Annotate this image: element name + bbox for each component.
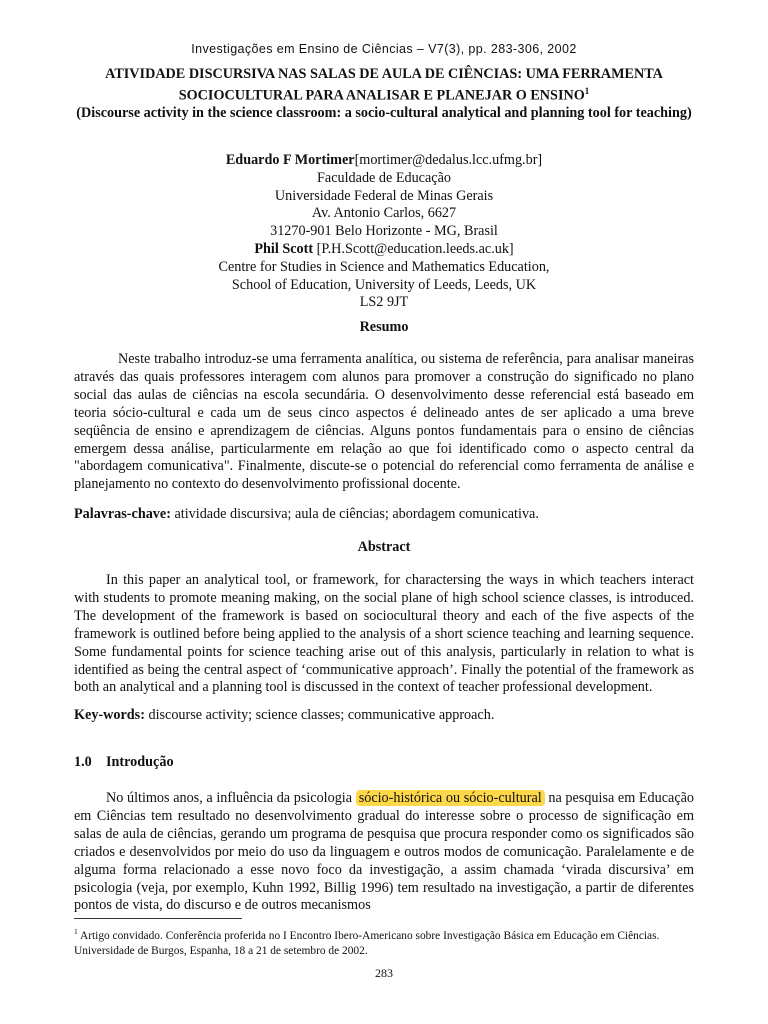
- resumo-keywords: [74, 506, 694, 524]
- title-line-1: ATIVIDADE DISCURSIVA NAS SALAS DE AULA DE CIÊNCIAS: UMA FERRAMENTA: [105, 66, 663, 82]
- author2-email: [P.H.Scott@education.leeds.ac.uk]: [316, 240, 514, 257]
- author1-affiliation-1: Faculdade de Educação: [317, 169, 451, 186]
- resumo-keywords-text: atividade discursiva; aula de ciências; abordagem comunicativa.: [170, 506, 539, 522]
- title-footnote-mark: 1: [584, 86, 590, 96]
- abstract-keywords-label: Key-words:: [74, 707, 145, 723]
- resumo-text: Neste trabalho introduz-se uma ferramenta analítica, ou sistema de referência, para analisar maneiras através das quais professores interagem com alunos para promover a construção do significado no plano social das aulas de ciências na escola secundária. O desenvolvimento desse referencial está baseado em teoria sócio-cultural e cada um de seus cinco aspectos é delineado antes de ser aplicado a uma breve seqüência de ensino e aprendizagem de ciências. Alguns pontos fundamentais para o ensino de ciências emergem dessa análise, particularmente em relação ao que foi identificado como o aspecto central da "abordagem comunicativa". Finalmente, discute-se o potencial do referencial como ferramenta de análise e planejamento no contexto do desenvolvimento profissional docente.: [74, 351, 694, 493]
- author1-affiliation-2: Universidade Federal de Minas Gerais: [274, 187, 494, 204]
- author2-name: Phil Scott: [254, 240, 314, 257]
- english-title: (Discourse activity in the science classroom: a socio-cultural analytical and planning tool for teaching): [76, 104, 692, 121]
- author2-affiliation-1: Centre for Studies in Science and Mathematics Education,: [218, 258, 550, 275]
- author2-address: LS2 9JT: [359, 294, 409, 311]
- author1-address-2: 31270-901 Belo Horizonte - MG, Brasil: [270, 223, 498, 240]
- intro-text-after: na pesquisa em Educação em Ciências tem resultado no desenvolvimento gradual do interesse sobre o processo de significação em salas de aula de ciências, gerando um programa de pesquisa que procura responder como os significados são criados e desenvolvidos por meio do uso da linguagem e outros modos de comunicação. Paralelamente e de alguma forma relacionado a esse novo foco da investigação, a assim chamada ‘virada discursiva’ em psicologia (veja, por exemplo, Kuhn 1992, Billig 1996) tem resultado na investigação, a partir de diferentes pontos de vista, do discurso e de outros mecanismos: [74, 790, 695, 914]
- resumo-keywords-label: Palavras-chave:: [74, 506, 171, 522]
- author1-line: [74, 152, 694, 170]
- author2-affiliation-2: School of Education, University of Leeds, Leeds, UK: [231, 276, 537, 293]
- page-number: 283: [375, 966, 393, 980]
- author2-line: [74, 241, 694, 259]
- journal-header: Investigações em Ensino de Ciências – V7(3), pp. 283-306, 2002: [191, 42, 577, 56]
- abstract-keywords: [74, 707, 694, 725]
- intro-paragraph: [74, 790, 694, 915]
- highlighted-text[interactable]: sócio-histórica ou sócio-cultural: [356, 790, 545, 806]
- section-number: 1.0: [74, 754, 92, 770]
- author1-address-1: Av. Antonio Carlos, 6627: [311, 205, 457, 222]
- abstract-text: In this paper an analytical tool, or framework, for charactersing the ways in which teachers interact with students to promote meaning making, on the social plane of high school science classes, is introduced. The development of the framework is based on sociocultural theory and each of the five aspects of the framework is outlined before being applied to the analysis of a short science teaching and learning sequence. Some fundamental points for science teaching arise out of this analysis, particularly in relation to what is identified as being the central aspect of ‘communicative approach’. Finally the potential of the framework as both an analytical and a planning tool is discussed in the context of teacher professional development.: [74, 572, 694, 696]
- footnote: [74, 924, 694, 959]
- author1-name: Eduardo F Mortimer: [225, 152, 355, 168]
- abstract-heading: Abstract: [357, 539, 411, 555]
- abstract-keywords-text: discourse activity; science classes; communicative approach.: [144, 707, 495, 723]
- abstract-paragraph: [74, 572, 694, 697]
- title-block: [74, 66, 694, 122]
- resumo-heading: Resumo: [359, 319, 409, 335]
- section-heading: [74, 754, 174, 771]
- author-block: [74, 152, 694, 312]
- resumo-paragraph: [74, 351, 694, 494]
- intro-text-before: No últimos anos, a influência da psicologia: [106, 790, 353, 806]
- author1-email: [mortimer@dedalus.lcc.ufmg.br]: [354, 152, 543, 168]
- footnote-mark: 1: [74, 927, 78, 936]
- footnote-text: Artigo convidado. Conferência proferida no I Encontro Ibero-Americano sobre Investigação Básica em Educação em Ciências. Universidade de Burgos, Espanha, 18 a 21 de setembro de 2002.: [74, 929, 660, 957]
- footnote-divider: [74, 918, 242, 919]
- title-line-2-text: SOCIOCULTURAL PARA ANALISAR E PLANEJAR O ENSINO: [178, 87, 585, 104]
- section-title: Introdução: [106, 754, 174, 770]
- title-line-2: [74, 83, 694, 105]
